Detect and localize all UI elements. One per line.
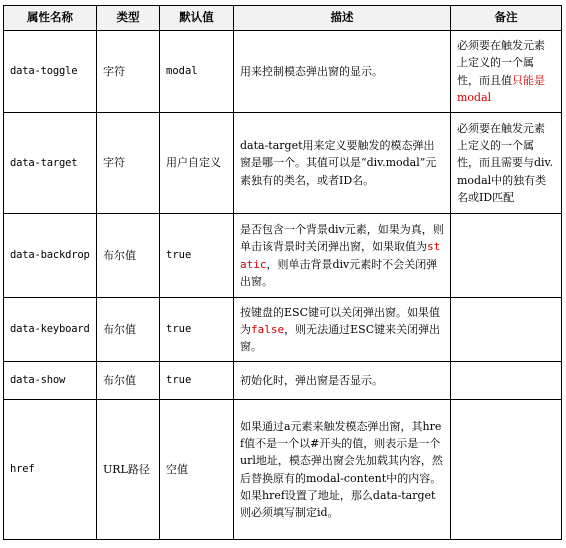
table-header-row [4, 6, 562, 31]
cell-notes [451, 31, 562, 113]
header-type: 类型 [97, 6, 160, 31]
cell-description [234, 298, 451, 362]
cell-description: 初始化时，弹出窗是否显示。 [234, 362, 451, 400]
cell-default: true [160, 214, 234, 298]
notes-text: 必须要在触发元素上定义的一个属性，而且值 [457, 39, 545, 87]
table-header [4, 6, 562, 31]
table-row [4, 31, 562, 113]
cell-name: data-target [4, 113, 97, 214]
cell-type: 布尔值 [97, 298, 160, 362]
cell-type: 字符 [97, 31, 160, 113]
cell-notes [451, 214, 562, 298]
description-text-after: ，则无法通过ESC键来关闭弹出窗。 [240, 322, 441, 354]
cell-description: 如果通过a元素来触发模态弹出窗，其href值不是一个以#开头的值，则表示是一个url地址，模态弹出窗会先加载其内容，然后替换原有的modal-content中的内容。如果href设置了地址，那么data-target则必须填写制定id。 [234, 400, 451, 540]
cell-notes [451, 362, 562, 400]
header-description: 描述 [234, 6, 451, 31]
cell-default: 用户自定义 [160, 113, 234, 214]
cell-description: 用来控制模态弹出窗的显示。 [234, 31, 451, 113]
cell-type: URL路径 [97, 400, 160, 540]
cell-description [234, 214, 451, 298]
cell-type: 布尔值 [97, 362, 160, 400]
description-text-after: ，则单击背景div元素时不会关闭弹出窗。 [240, 257, 438, 288]
cell-type: 布尔值 [97, 214, 160, 298]
cell-name: href [4, 400, 97, 540]
description-text: 是否包含一个背景div元素，如果为真，则单击该背景时关闭弹出窗，如果取值为 [240, 223, 444, 254]
description-highlight: false [251, 322, 285, 336]
table-row [4, 298, 562, 362]
table-row [4, 400, 562, 540]
modal-attributes-table [3, 5, 562, 540]
table-row [4, 214, 562, 298]
header-default: 默认值 [160, 6, 234, 31]
description-text: 按键盘的ESC键可以关闭弹出窗。如果值为 [240, 305, 440, 336]
cell-default: 空值 [160, 400, 234, 540]
cell-notes [451, 298, 562, 362]
notes-highlight: 只能是modal [457, 73, 545, 104]
table-row [4, 362, 562, 400]
header-notes: 备注 [451, 6, 562, 31]
cell-name: data-toggle [4, 31, 97, 113]
notes-text: 必须要在触发元素上定义的一个属性，而且需要与div.modal中的独有类名或ID匹配 [457, 122, 553, 204]
header-name: 属性名称 [4, 6, 97, 31]
table-body [4, 31, 562, 540]
cell-name: data-keyboard [4, 298, 97, 362]
cell-default: true [160, 362, 234, 400]
table-row [4, 113, 562, 214]
cell-notes [451, 400, 562, 540]
description-highlight: static [240, 240, 441, 271]
cell-name: data-backdrop [4, 214, 97, 298]
cell-name: data-show [4, 362, 97, 400]
cell-notes [451, 113, 562, 214]
cell-default: modal [160, 31, 234, 113]
cell-type: 字符 [97, 113, 160, 214]
cell-description: data-target用来定义要触发的模态弹出窗是哪一个。其值可以是“div.modal”元素独有的类名，或者ID名。 [234, 113, 451, 214]
cell-default: true [160, 298, 234, 362]
